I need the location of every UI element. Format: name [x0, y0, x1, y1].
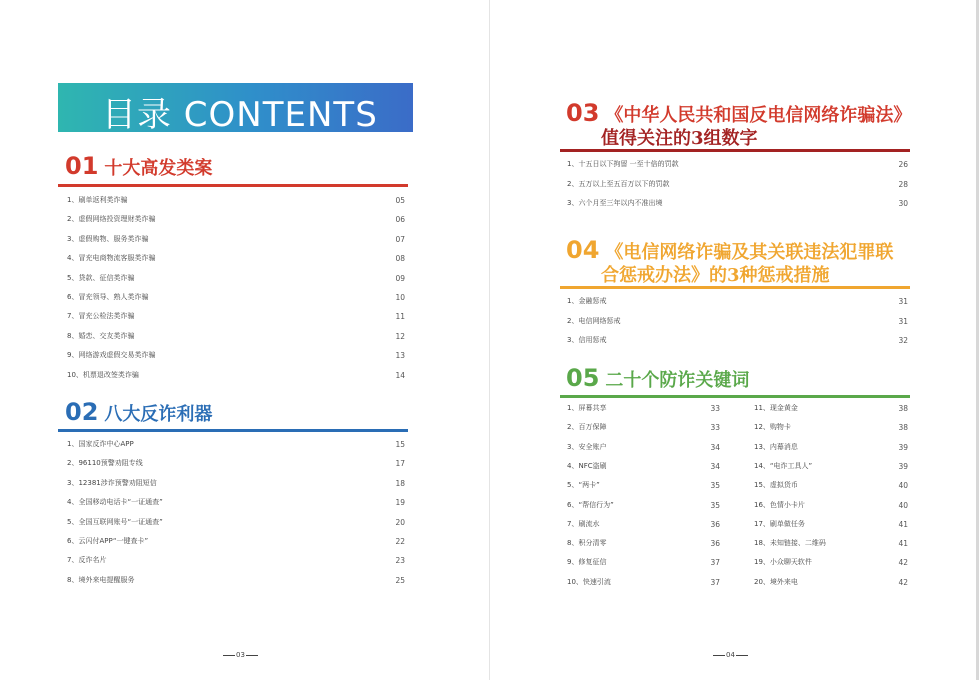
toc-entry-page[interactable]: 06 — [395, 215, 405, 225]
toc-entry-label[interactable]: 7、反诈名片 — [67, 556, 107, 565]
toc-entry-label[interactable]: 20、境外来电 — [754, 577, 798, 586]
toc-entry-label[interactable]: 16、色情小卡片 — [754, 500, 805, 509]
toc-entry-page[interactable]: 14 — [395, 370, 405, 380]
section-03-heading-line2 — [601, 124, 758, 150]
toc-entry-label[interactable]: 5、全国互联网账号“一证通查” — [67, 517, 163, 526]
toc-entry-page[interactable]: 28 — [898, 179, 908, 189]
section-03-rule — [560, 149, 910, 152]
toc-entry-label[interactable]: 1、国家反诈中心APP — [67, 440, 134, 448]
page-number-right — [712, 651, 749, 659]
toc-entry-label[interactable]: 1、金融惩戒 — [567, 297, 607, 305]
toc-entry-page[interactable]: 20 — [395, 517, 405, 527]
toc-entry-label[interactable]: 11、现金黄金 — [754, 404, 798, 412]
toc-entry-label[interactable]: 9、修复征信 — [567, 558, 607, 567]
toc-entry-label[interactable]: 4、NFC盗刷 — [567, 461, 607, 470]
toc-entry-page[interactable]: 33 — [710, 404, 720, 413]
section-01-rule — [58, 184, 408, 187]
toc-entry-page[interactable]: 23 — [395, 556, 405, 566]
section-01-heading — [65, 152, 212, 180]
toc-entry-page[interactable]: 25 — [395, 575, 405, 585]
toc-entry-label[interactable]: 15、虚拟货币 — [754, 481, 798, 490]
toc-entry-page[interactable]: 35 — [710, 500, 720, 510]
toc-entry-page[interactable]: 13 — [395, 351, 405, 361]
toc-entry-label[interactable]: 18、未知链接、二维码 — [754, 539, 826, 548]
toc-entry-label[interactable]: 3、12381涉诈预警劝阻短信 — [67, 478, 157, 487]
toc-entry-label[interactable]: 1、刷单返利类诈骗 — [67, 196, 128, 204]
toc-entry-page[interactable]: 34 — [710, 442, 720, 452]
toc-entry-page[interactable]: 31 — [898, 297, 908, 306]
toc-entry-page[interactable]: 08 — [395, 254, 405, 264]
section-05-title: 二十个防诈关键词 — [605, 370, 750, 391]
toc-entry-page[interactable]: 38 — [898, 404, 908, 413]
toc-entry-page[interactable]: 42 — [898, 558, 908, 568]
toc-entry-page[interactable]: 17 — [395, 459, 405, 469]
toc-entry-page[interactable]: 10 — [395, 293, 405, 302]
toc-entry-page[interactable]: 35 — [710, 481, 720, 491]
section-02-rule — [58, 429, 408, 432]
toc-entry-label[interactable]: 4、全国移动电话卡“一证通查” — [67, 498, 163, 507]
toc-entry-page[interactable]: 34 — [710, 461, 720, 471]
toc-entry-page[interactable]: 07 — [395, 234, 405, 244]
section-05-number: 05 — [566, 364, 600, 392]
toc-entry-page[interactable]: 22 — [395, 537, 405, 546]
toc-entry-page[interactable]: 09 — [395, 273, 405, 283]
toc-entry-label[interactable]: 2、虚假网络投资理财类诈骗 — [67, 215, 156, 224]
toc-entry-page[interactable]: 40 — [898, 500, 908, 510]
toc-entry-label[interactable]: 6、冒充领导、熟人类诈骗 — [67, 293, 149, 301]
toc-entry-page[interactable]: 39 — [898, 461, 908, 471]
toc-entry-page[interactable]: 31 — [898, 316, 908, 326]
section-04-title-line1: 《电信网络诈骗及其关联违法犯罪联 — [605, 242, 894, 263]
toc-entry-label[interactable]: 2、五万以上至五百万以下的罚款 — [567, 179, 670, 188]
toc-entry-label[interactable]: 7、刷流水 — [567, 519, 600, 528]
toc-entry-label[interactable]: 6、云闪付APP“一键查卡” — [67, 537, 149, 545]
toc-entry-page[interactable]: 26 — [898, 160, 908, 169]
toc-entry-page[interactable]: 32 — [898, 336, 908, 345]
toc-entry-page[interactable]: 19 — [395, 498, 405, 508]
toc-entry-label[interactable]: 4、冒充电商物流客服类诈骗 — [67, 254, 156, 263]
toc-entry-page[interactable]: 15 — [395, 440, 405, 449]
toc-entry-page[interactable]: 42 — [898, 577, 908, 587]
section-04-number: 04 — [566, 236, 600, 264]
toc-entry-page[interactable]: 11 — [395, 312, 405, 322]
section-04-rule — [560, 286, 910, 289]
toc-entry-label[interactable]: 1、十五日以下拘留 一至十倍的罚款 — [567, 160, 679, 168]
toc-entry-label[interactable]: 7、冒充公检法类诈骗 — [67, 312, 135, 321]
toc-entry-label[interactable]: 13、内幕消息 — [754, 442, 798, 451]
toc-entry-label[interactable]: 10、快速引流 — [567, 577, 611, 586]
contents-title: 目录 CONTENTS — [102, 95, 378, 135]
toc-entry-label[interactable]: 14、“电诈工具人” — [754, 461, 813, 470]
toc-entry-label[interactable]: 10、机票退改签类诈骗 — [67, 370, 139, 379]
section-02-heading — [65, 398, 212, 426]
toc-entry-page[interactable]: 12 — [395, 331, 405, 341]
page-number-left — [222, 651, 259, 659]
toc-entry-label[interactable]: 3、安全账户 — [567, 442, 607, 451]
toc-entry-page[interactable]: 30 — [898, 199, 908, 208]
toc-entry-label[interactable]: 19、小众聊天软件 — [754, 558, 812, 567]
section-04-title-line2: 合惩戒办法》的3种惩戒措施 — [601, 265, 830, 286]
page-number-left-text: 03 — [236, 651, 245, 659]
toc-entry-label[interactable]: 1、屏幕共享 — [567, 404, 607, 412]
toc-entry-label[interactable]: 3、虚假购物、服务类诈骗 — [67, 234, 149, 243]
section-04-heading-line2 — [601, 261, 830, 287]
toc-entry-page[interactable]: 33 — [710, 423, 720, 433]
toc-entry-page[interactable]: 36 — [710, 519, 720, 529]
toc-entry-label[interactable]: 5、“两卡” — [567, 481, 600, 490]
section-01-number: 01 — [65, 152, 99, 180]
toc-entry-label[interactable]: 12、购物卡 — [754, 423, 791, 432]
toc-entry-page[interactable]: 39 — [898, 442, 908, 452]
toc-entry-label[interactable]: 5、贷款、征信类诈骗 — [67, 273, 135, 282]
toc-entry-label[interactable]: 2、百万保障 — [567, 423, 607, 432]
section-03-number: 03 — [566, 99, 600, 127]
toc-entry-label[interactable]: 8、境外来电提醒服务 — [67, 575, 135, 584]
toc-entry-page[interactable]: 05 — [395, 196, 405, 205]
toc-entry-page[interactable]: 41 — [898, 519, 908, 529]
page-number-right-text: 04 — [726, 651, 735, 659]
toc-entry-label[interactable]: 8、积分清零 — [567, 539, 607, 548]
section-02-title: 八大反诈利器 — [104, 404, 213, 425]
section-03-heading — [566, 99, 911, 127]
section-03-title-line2: 值得关注的3组数字 — [601, 128, 758, 149]
toc-entry-page[interactable]: 36 — [710, 539, 720, 549]
section-03-title-line1: 《中华人民共和国反电信网络诈骗法》 — [605, 105, 912, 126]
toc-entry-page[interactable]: 38 — [898, 423, 908, 433]
toc-entry-label[interactable]: 2、96110预警劝阻专线 — [67, 459, 143, 468]
section-01-title: 十大高发类案 — [104, 158, 213, 179]
section-05-heading — [566, 364, 749, 392]
toc-entry-page[interactable]: 18 — [395, 478, 405, 488]
toc-entry-label[interactable]: 3、六个月至三年以内不准出境 — [567, 199, 663, 207]
toc-entry-page[interactable]: 37 — [710, 558, 720, 568]
toc-entry-page[interactable]: 41 — [898, 539, 908, 549]
contents-banner — [58, 83, 413, 135]
section-02-number: 02 — [65, 398, 99, 426]
toc-entry-label[interactable]: 9、网络游戏虚假交易类诈骗 — [67, 351, 156, 360]
toc-entry-label[interactable]: 17、刷单做任务 — [754, 519, 805, 528]
toc-entry-label[interactable]: 3、信用惩戒 — [567, 336, 607, 344]
toc-entry-label[interactable]: 8、婚恋、交友类诈骗 — [67, 331, 135, 340]
section-05-rule — [560, 395, 910, 398]
toc-entry-label[interactable]: 2、电信网络惩戒 — [567, 316, 621, 325]
section-04-heading — [566, 236, 893, 264]
toc-entry-label[interactable]: 6、“帮信行为” — [567, 500, 614, 509]
page-spread-divider — [489, 0, 490, 680]
toc-entry-page[interactable]: 37 — [710, 577, 720, 587]
toc-entry-page[interactable]: 40 — [898, 481, 908, 491]
